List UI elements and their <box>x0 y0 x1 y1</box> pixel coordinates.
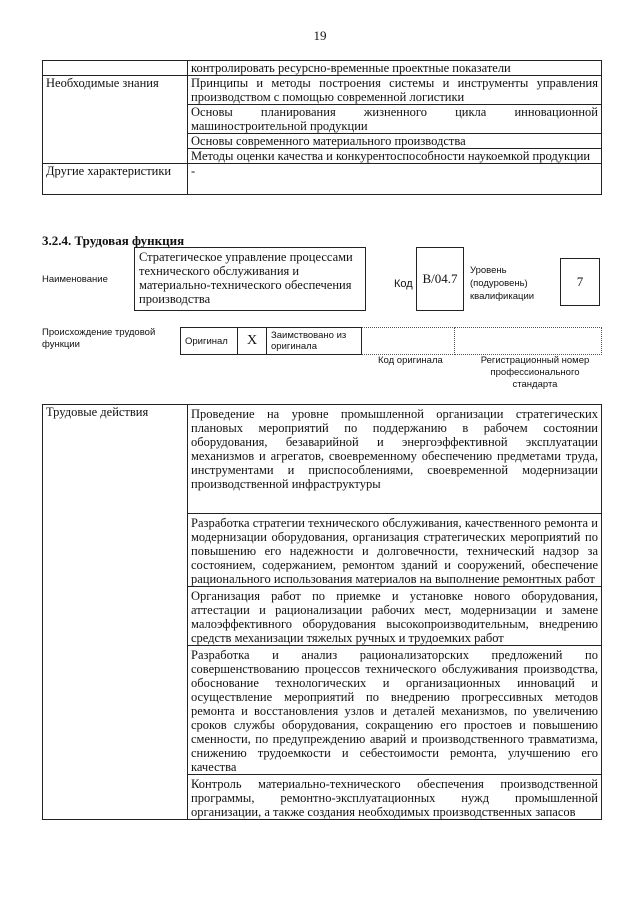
action-item: Контроль материально-технического обеспечения производственной программы, ремонтно-эксплуатационных нужд промышленной организации, а также создания необходимых производственных запасов <box>188 775 602 820</box>
level-label: Уровень (подуровень) квалификации <box>470 265 535 302</box>
skill-cell: контролировать ресурсно-временные проектные показатели <box>188 61 602 76</box>
knowledge-label: Необходимые знания <box>43 76 188 164</box>
actions-label: Трудовые действия <box>43 405 188 820</box>
original-label: Оригинал <box>181 328 238 355</box>
action-item: Разработка стратегии технического обслуживания, качественного ремонта и модернизации оборудования, организация стратегических мероприятий по повышению его надежности и долговечности, технический надзор за состоянием, содержанием, ремонтом зданий и сооружений, обеспечение рационального использования материалов на выполнение ремонтных работ <box>188 514 602 587</box>
table-row <box>43 164 602 195</box>
empty-label-cell <box>43 61 188 76</box>
original-mark: X <box>238 328 267 355</box>
function-name: Стратегическое управление процессами технического обслуживания и материально-технического обеспечения производства <box>134 247 366 311</box>
other-value: - <box>188 164 602 195</box>
code-label: Код <box>394 278 413 290</box>
registration-caption: Регистрационный номер профессионального стандарта <box>480 355 590 390</box>
action-item: Организация работ по приемке и установке нового оборудования, аттестации и рационализации рабочих мест, модернизации и замене малоэффективного оборудования высокопроизводительным, внедрению средств механизации тяжелых ручных и трудоемких работ <box>188 587 602 646</box>
name-label: Наименование <box>42 274 108 285</box>
knowledge-item: Методы оценки качества и конкурентоспособности наукоемкой продукции <box>188 149 602 164</box>
knowledge-item: Основы планирования жизненного цикла инновационной машиностроительной продукции <box>188 105 602 134</box>
original-code-cell <box>362 328 455 355</box>
other-label: Другие характеристики <box>43 164 188 195</box>
registration-number-cell <box>455 328 602 355</box>
knowledge-table <box>42 60 602 195</box>
code-value: B/04.7 <box>416 247 464 311</box>
action-item <box>188 405 602 514</box>
borrowed-label: Заимствовано из оригинала <box>267 328 362 355</box>
table-row <box>181 328 602 355</box>
code-origin-caption: Код оригинала <box>378 355 443 366</box>
knowledge-item: Принципы и методы построения системы и инструменты управления производством с помощью современной логистики <box>188 76 602 105</box>
level-value: 7 <box>560 258 600 306</box>
origin-label: Происхождение трудовой функции <box>42 327 156 350</box>
table-row <box>43 76 602 105</box>
origin-table <box>180 327 602 355</box>
action-text: Проведение на уровне промышленной организации стратегических плановых мероприятий по поддержанию в рабочем состоянии оборудования, безаварийной и энергоэффективной эксплуатации механизмов и агрегатов, своевременному обеспечению предметами труда, инструментами и приспособлениями, своевременной модернизации производственной инфраструктуры <box>191 407 598 491</box>
page-number: 19 <box>313 28 327 43</box>
knowledge-item: Основы современного материального производства <box>188 134 602 149</box>
action-item: Разработка и анализ рационализаторских предложений по совершенствованию процессов технического обслуживания производства, обоснование технологических и организационных инноваций и осуществление мероприятий по внедрению прогрессивных методов ремонта и восстановления узлов и деталей механизмов, по увеличению сроков службы оборудования, сокращению его простоев и повышению сменности, по предупреждению аварий и производственного травматизма, снижению трудоемкости и себестоимости ремонта, улучшению его качества <box>188 646 602 775</box>
section-heading: 3.2.4. Трудовая функция <box>42 233 185 248</box>
table-row <box>43 405 602 514</box>
table-row <box>43 61 602 76</box>
actions-table <box>42 404 602 820</box>
